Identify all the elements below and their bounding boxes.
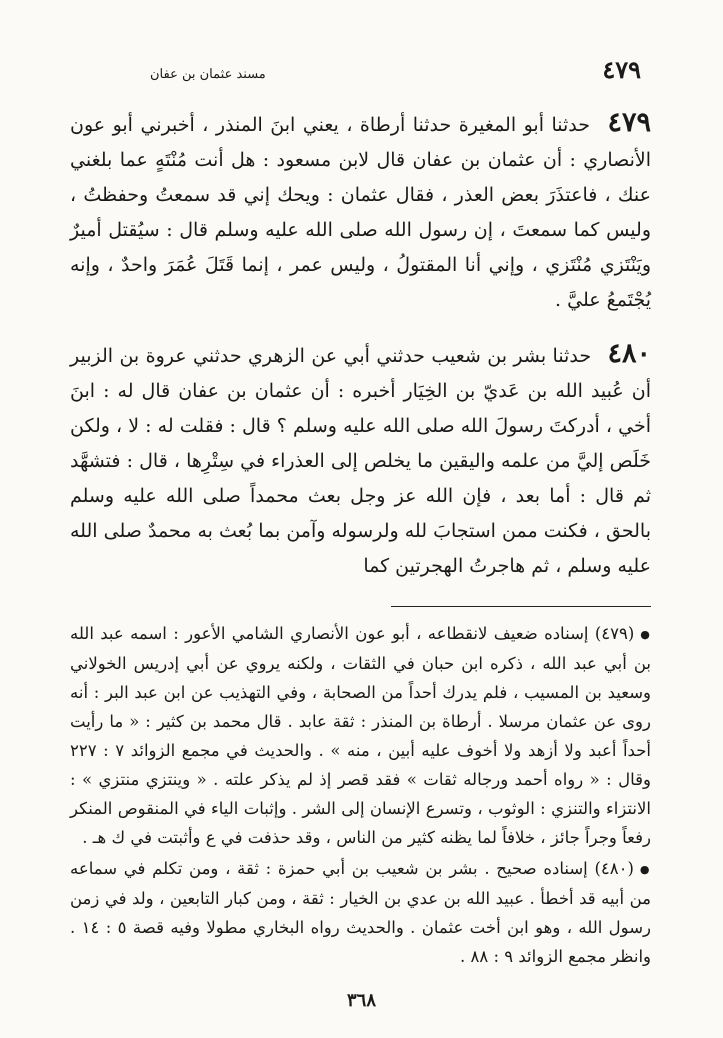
footnote-479 xyxy=(70,619,651,852)
footnote-480 xyxy=(70,854,651,971)
hadith-479 xyxy=(70,105,651,318)
bullet-icon: ● xyxy=(640,628,651,641)
bullet-icon: ● xyxy=(639,863,651,876)
footnotes xyxy=(70,619,651,971)
hadith-text: حدثنا أبو المغيرة حدثنا أرطاة ، يعني ابنَ المنذر ، أخبرني أبو عون الأنصاري : أن عثمان بن عفان قال لابن مسعود : هل أنت مُنْتَهٍ عما بلغني عنك ، فاعتذَرَ بعض العذر ، فقال عثمان : ويحك إني قد سمعتُ وحفظتُ ، وليس كما سمعتَ ، إن رسول الله صلى الله عليه وسلم قال : سيُقتل أميرٌ ويَنْتَزي مُنْتَزي ، وإني أنا المقتولُ ، وليس عمر ، إنما قَتَلَ عُمَرَ واحدٌ ، وإنه يُجْتَمعُ عليَّ . xyxy=(70,114,651,311)
footnote-text: (٤٨٠) إسناده صحيح . بشر بن شعيب بن أبي حمزة : ثقة ، ومن تكلم في سماعه من أبيه قد أخطأ . عبيد الله بن عدي بن الخيار : ثقة ، ومن كبار التابعين ، ولد في زمن رسول الله ، وهو ابن أخت عثمان . والحديث رواه البخاري مطولا وفيه قصة ٥ : ١٤ . وانظر مجمع الزوائد ٩ : ٨٨ . xyxy=(70,859,651,966)
hadith-number: ٤٨٠ xyxy=(607,338,652,369)
hadith-number: ٤٧٩ xyxy=(607,107,651,138)
header-title: مسند عثمان بن عفان xyxy=(150,67,266,82)
page-number: ٣٦٨ xyxy=(346,990,376,1011)
running-header xyxy=(70,55,651,95)
hadith-text: حدثنا بشر بن شعيب حدثني أبي عن الزهري حدثني عروة بن الزبير أن عُبيد الله بن عَديّ بن الخِيَار أخبره : أن عثمان بن عفان قال له : ابنَ أخي ، أدركتَ رسولَ الله صلى الله عليه وسلم ؟ قال : فقلت له : لا ، ولكن خَلَص إليَّ من علمه واليقين ما يخلص إلى العذراء في سِتْرِها ، قال : فتشهَّد ثم قال : أما بعد ، فإن الله عز وجل بعث محمداً صلى الله عليه وسلم بالحق ، فكنت ممن استجابَ لله ولرسوله وآمن بما بُعث به محمدٌ صلى الله عليه وسلم ، ثم هاجرتُ الهجرتين كما xyxy=(70,345,651,577)
footnote-divider xyxy=(391,606,651,607)
hadith-480 xyxy=(70,336,651,584)
header-hadith-number: ٤٧٩ xyxy=(602,55,641,84)
footnote-text: (٤٧٩) إسناده ضعيف لانقطاعه ، أبو عون الأنصاري الشامي الأعور : اسمه عبد الله بن أبي عبد الله ، ذكره ابن حبان في الثقات ، ولكنه يروي عن أبي إدريس الخولاني وسعيد بن المسيب ، فلم يدرك أحداً من الصحابة ، وفي التهذيب عن ابن عبد البر : أنه روى عن عثمان مرسلا . أرطاة بن المنذر : ثقة عابد . قال محمد بن كثير : « ما رأيت أحداً أعبد ولا أزهد ولا أخوف عليه أبين ، منه » . والحديث في مجمع الزوائد ٧ : ٢٢٧ وقال : « رواه أحمد ورجاله ثقات » فقد قصر إذ لم يذكر علته . « وينتزي منتزي » : الانتزاء والتنزي : الوثوب ، وتسرع الإنسان إلى الشر . وإثبات الياء في المنقوص المنكر رفعاً وجراً جائز ، خلافاً لما يظنه كثير من الناس ، وقد حذفت في ع وأثبتت في ك هـ . xyxy=(70,624,651,847)
